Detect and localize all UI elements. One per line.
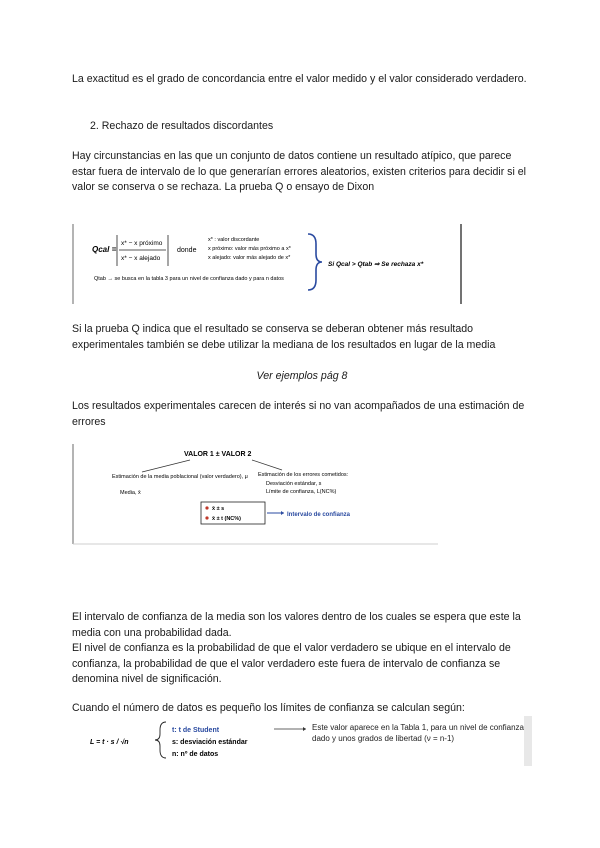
error-estimation-diagram <box>72 442 440 546</box>
errors-paragraph: Los resultados experimentales carecen de interés si no van acompañados de una estimación de errores <box>72 400 525 428</box>
left-item: Media, x̄ <box>120 490 141 496</box>
box-line-1: x̄ ± s <box>212 506 225 512</box>
blue-brace <box>308 234 322 290</box>
examples-reference: Ver ejemplos pág 8 <box>256 370 348 382</box>
q-numerator: x* − x próximo <box>121 240 163 247</box>
t-student-item: t: t de Student <box>172 727 220 734</box>
q-test-figure <box>72 222 464 306</box>
q-denominator: x* − x alejado <box>121 255 161 262</box>
left-arrow <box>142 460 190 472</box>
section-heading: 2. Rechazo de resultados discordantes <box>90 120 274 132</box>
error-estimation-figure <box>72 442 440 546</box>
s-desviacion-item: s: desviación estándar <box>172 739 248 746</box>
rejection-rule: Si Qcal > Qtab ⇒ Se rechaza x* <box>328 261 424 268</box>
confidence-level-paragraph: El nivel de confianza es la probabilidad de que el valor verdadero se ubique en el intervalo de confianza, la probabilidad de que el valor verdadero este fuera de intervalo de confianza se denomina nivel de significación. <box>72 642 511 685</box>
confidence-limit-figure <box>84 716 532 766</box>
def-discordante: x* : valor discordante <box>208 237 260 243</box>
confidence-interval-paragraph: El intervalo de confianza de la media son los valores dentro de los cuales se espera que este la media con una probabilidad dada. <box>72 611 521 639</box>
right-item-2: Límite de confianza, L(NC%) <box>266 489 337 495</box>
donde-label: donde <box>177 247 197 254</box>
value-title: VALOR 1 ± VALOR 2 <box>184 451 252 458</box>
median-paragraph: Si la prueba Q indica que el resultado se conserva se deberan obtener más resultado experimentales también se debe utilizar la mediana de los resultados en lugar de la media <box>72 323 496 351</box>
def-proximo: x próximo: valor más próximo a x* <box>208 246 291 252</box>
qcal-label: Qcal = <box>92 245 117 254</box>
right-head: Estimación de los errores cometidos: <box>258 472 349 478</box>
left-head: Estimación de la media poblacional (valor verdadero), μ <box>112 474 248 480</box>
dixon-paragraph: Hay circunstancias en las que un conjunto de datos contiene un resultado atípico, que parece estar fuera de intervalo de lo que generarían errores aleatorios, existen criterios para decidir si el valor se conserva o se rechaza. La prueba Q o ensayo de Dixon <box>72 150 527 193</box>
right-arrow <box>252 460 282 470</box>
accuracy-paragraph: La exactitud es el grado de concordancia entre el valor medido y el valor considerado verdadero. <box>72 73 527 85</box>
box-line-2: x̄ ± t (NC%) <box>212 516 241 522</box>
right-item-1: Desviación estándar, s <box>266 481 322 487</box>
l-formula: L = t · s / √n <box>90 739 129 746</box>
n-datos-item: n: nº de datos <box>172 751 219 758</box>
q-test-diagram <box>72 222 464 306</box>
t-note: Este valor aparece en la Tabla 1, para un nivel de confianza dado y unos grados de libertad (ν = n-1) <box>312 723 524 743</box>
def-alejado: x alejado: valor más alejado de x* <box>208 255 291 261</box>
qtab-note: Qtab → se busca en la tabla 3 para un nivel de confianza dado y para n datos <box>94 276 284 282</box>
confidence-limit-paragraph: Cuando el número de datos es pequeño los límites de confianza se calculan según: <box>72 702 465 714</box>
interval-label: Intervalo de confianza <box>287 512 351 518</box>
